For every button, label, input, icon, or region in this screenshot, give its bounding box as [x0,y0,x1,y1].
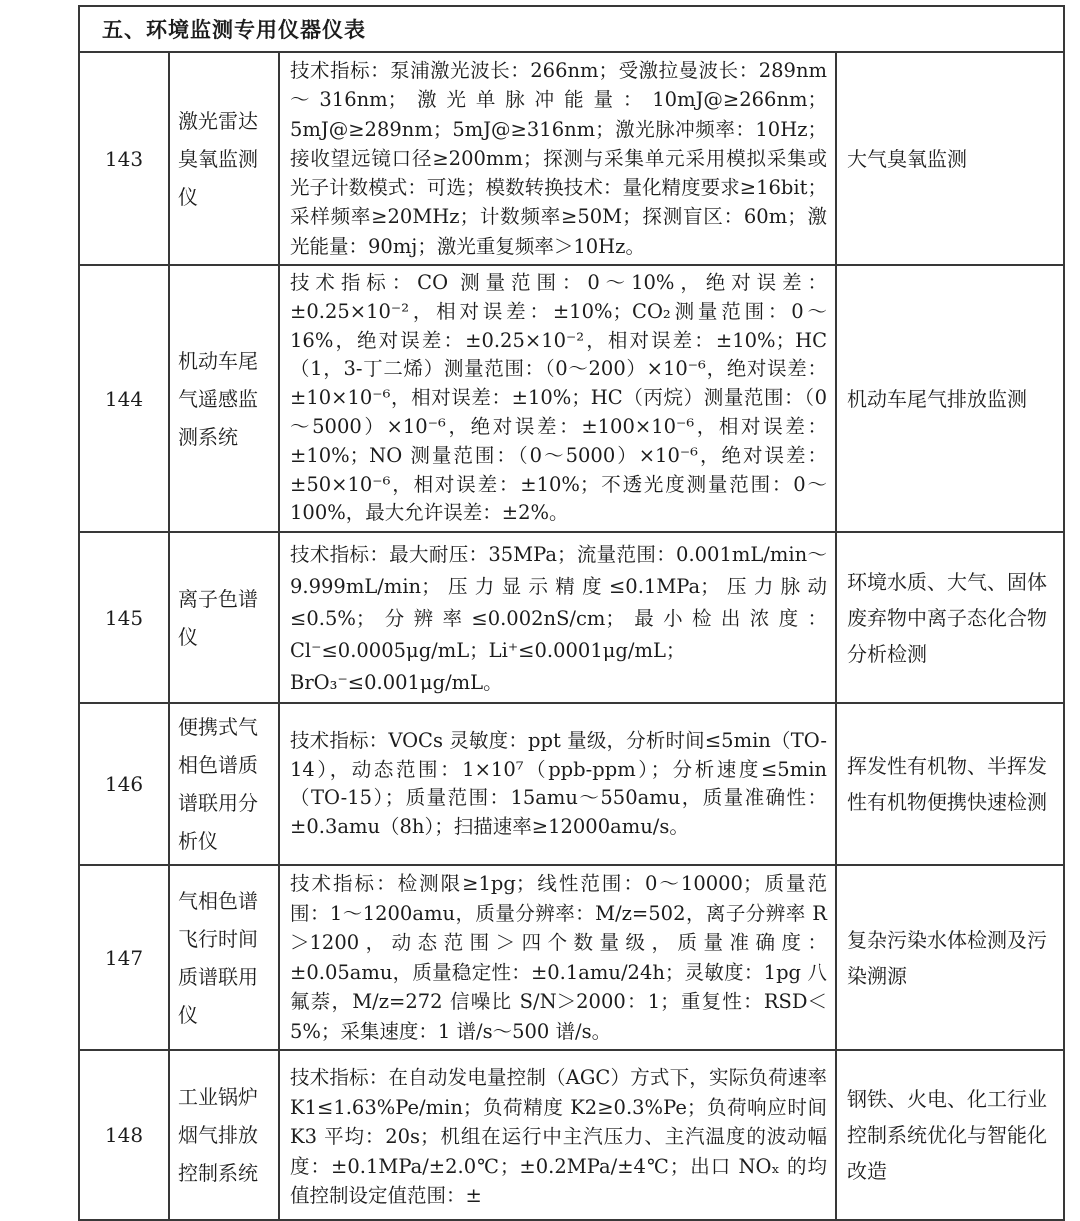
spec-cell: 技术指标：CO 测量范围：0～10%，绝对误差：±0.25×10⁻²，相对误差：±10%；CO₂测量范围：0～16%，绝对误差：±0.25×10⁻²，相对误差：±10%；HC（1，3-丁二烯）测量范围：（0～200）×10⁻⁶，绝对误差：±10×10⁻⁶，相对误差：±10%；HC（丙烷）测量范围：（0～5000）×10⁻⁶，绝对误差：±100×10⁻⁶，相对误差：±10%；NO 测量范围：（0～5000）×10⁻⁶，绝对误差：±50×10⁻⁶，相对误差：±10%；不透光度测量范围：0～100%，最大允许误差：±2%。 [279,265,836,532]
instrument-name-cell: 机动车尾气遥感监测系统 [169,265,279,532]
application-cell: 复杂污染水体检测及污染溯源 [836,865,1064,1050]
application-cell: 机动车尾气排放监测 [836,265,1064,532]
application-cell: 钢铁、火电、化工行业控制系统优化与智能化改造 [836,1050,1064,1220]
table-row [79,1050,1064,1220]
spec-cell: 技术指标：VOCs 灵敏度：ppt 量级，分析时间≤5min（TO-14），动态范围：1×10⁷（ppb-ppm）；分析速度≤5min（TO-15）；质量范围：15amu～550amu，质量准确性：±0.3amu（8h）；扫描速率≥12000amu/s。 [279,703,836,865]
application-cell: 挥发性有机物、半挥发性有机物便携快速检测 [836,703,1064,865]
row-number-cell: 147 [79,865,169,1050]
instrument-name-cell: 工业锅炉烟气排放控制系统 [169,1050,279,1220]
row-number-cell: 143 [79,52,169,265]
row-number-cell: 148 [79,1050,169,1220]
instrument-name-cell: 便携式气相色谱质谱联用分析仪 [169,703,279,865]
row-number-cell: 146 [79,703,169,865]
spec-cell: 技术指标：检测限≥1pg；线性范围：0～10000；质量范围：1～1200amu，质量分辨率：M/z=502，离子分辨率 R＞1200，动态范围＞四个数量级，质量准确度：±0.05amu，质量稳定性：±0.1amu/24h；灵敏度：1pg 八氟萘，M/z=272 信噪比 S/N＞2000：1；重复性：RSD＜5%；采集速度：1 谱/s～500 谱/s。 [279,865,836,1050]
instrument-name-cell: 气相色谱飞行时间质谱联用仪 [169,865,279,1050]
spec-cell: 技术指标：泵浦激光波长：266nm；受激拉曼波长：289nm～316nm；激光单脉冲能量：10mJ@≥266nm；5mJ@≥289nm；5mJ@≥316nm；激光脉冲频率：10Hz；接收望远镜口径≥200mm；探测与采集单元采用模拟采集或光子计数模式：可选；模数转换技术：量化精度要求≥16bit；采样频率≥20MHz；计数频率≥50M；探测盲区：60m；激光能量：90mj；激光重复频率＞10Hz。 [279,52,836,265]
table-row [79,52,1064,265]
row-number-cell: 145 [79,532,169,703]
section-header-row [79,6,1064,52]
table-row [79,703,1064,865]
instrument-name-cell: 激光雷达臭氧监测仪 [169,52,279,265]
instrument-name-cell: 离子色谱仪 [169,532,279,703]
spec-cell: 技术指标：在自动发电量控制（AGC）方式下，实际负荷速率 K1≤1.63%Pe/min；负荷精度 K2≥0.3%Pe；负荷响应时间 K3 平均：20s；机组在运行中主汽压力、主汽温度的波动幅度：±0.1MPa/±2.0℃；±0.2MPa/±4℃；出口 NOₓ 的均值控制设定值范围：± [279,1050,836,1220]
instrument-table [78,5,1065,1221]
spec-cell: 技术指标：最大耐压：35MPa；流量范围：0.001mL/min～9.999mL/min；压力显示精度≤0.1MPa；压力脉动≤0.5%；分辨率≤0.002nS/cm；最小检出浓度：Cl⁻≤0.0005μg/mL；Li⁺≤0.0001μg/mL；BrO₃⁻≤0.001μg/mL。 [279,532,836,703]
table-row [79,865,1064,1050]
application-cell: 环境水质、大气、固体废弃物中离子态化合物分析检测 [836,532,1064,703]
section-title: 五、环境监测专用仪器仪表 [79,6,1064,52]
table-row [79,265,1064,532]
table-row [79,532,1064,703]
application-cell: 大气臭氧监测 [836,52,1064,265]
row-number-cell: 144 [79,265,169,532]
